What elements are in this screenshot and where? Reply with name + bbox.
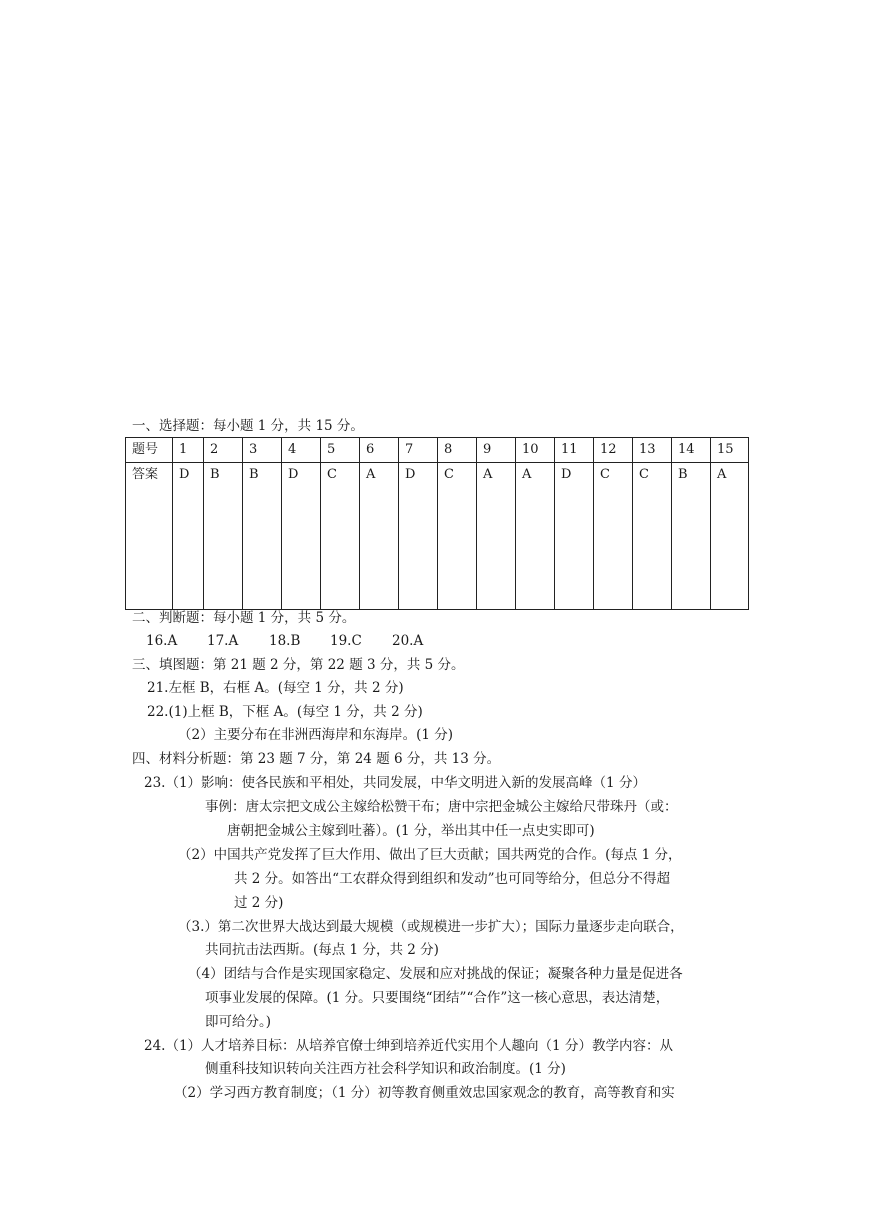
q24-part1-line1: 24.（1）人才培养目标：从培养官僚士绅到培养近代实用个人趣向（1 分）教学内容：从 <box>144 1038 673 1054</box>
q23-part1-line3: 唐朝把金城公主嫁到吐蕃）。(1 分，举出其中任一点史实即可) <box>227 823 595 839</box>
number-cell: 11 <box>555 438 594 463</box>
answer-cell: D <box>399 463 438 610</box>
answer-cell: A <box>516 463 555 610</box>
answer-table <box>125 437 749 610</box>
number-cell: 8 <box>438 438 477 463</box>
q21-answer: 21.左框 B，右框 A。(每空 1 分，共 2 分) <box>147 680 404 696</box>
q23-part2-line2: 共 2 分。如答出“工农群众得到组织和发动”也可同等给分，但总分不得超 <box>234 871 670 887</box>
judge-item: 16.A <box>146 633 178 649</box>
q23-part3-line2: 共同抗击法西斯。(每点 1 分，共 2 分) <box>205 942 439 958</box>
q23-part4-line2: 项事业发展的保障。(1 分。只要围绕“团结”“合作”这一核心意思，表达清楚， <box>205 990 670 1006</box>
answer-cell: B <box>672 463 711 610</box>
section1-title: 一、选择题：每小题 1 分，共 15 分。 <box>132 418 364 434</box>
header-label-cell: 题号 <box>126 438 173 463</box>
section3-title: 三、填图题：第 21 题 2 分，第 22 题 3 分，共 5 分。 <box>132 657 465 673</box>
q23-part1-line1: 23.（1）影响：使各民族和平相处，共同发展，中华文明进入新的发展高峰（1 分） <box>144 775 646 791</box>
table-row-answers <box>126 463 749 610</box>
section4-title: 四、材料分析题：第 23 题 7 分，第 24 题 6 分，共 13 分。 <box>132 751 501 767</box>
number-cell: 6 <box>360 438 399 463</box>
q23-part1-line2: 事例：唐太宗把文成公主嫁给松赞干布；唐中宗把金城公主嫁给尺带珠丹（或： <box>205 799 678 815</box>
table-row-numbers <box>126 438 749 463</box>
answer-cell: A <box>477 463 516 610</box>
answer-cell: A <box>360 463 399 610</box>
answer-cell: C <box>321 463 360 610</box>
number-cell: 10 <box>516 438 555 463</box>
q23-part4-line3: 即可给分。) <box>205 1014 272 1030</box>
number-cell: 1 <box>173 438 204 463</box>
answer-label-cell: 答案 <box>126 463 173 610</box>
section2-title: 二、判断题：每小题 1 分，共 5 分。 <box>132 610 356 626</box>
number-cell: 9 <box>477 438 516 463</box>
q23-part4-line1: （4）团结与合作是实现国家稳定、发展和应对挑战的保证；凝聚各种力量是促进各 <box>188 966 683 982</box>
judge-item: 20.A <box>392 633 424 649</box>
judge-item: 19.C <box>330 633 362 649</box>
answer-cell: C <box>594 463 633 610</box>
q24-part2-line1: （2）学习西方教育制度；（1 分）初等教育侧重效忠国家观念的教育，高等教育和实 <box>174 1085 675 1101</box>
q22-part2-answer: （2）主要分布在非洲西海岸和东海岸。(1 分) <box>178 727 454 743</box>
number-cell: 3 <box>243 438 282 463</box>
answer-cell: D <box>173 463 204 610</box>
answer-cell: D <box>282 463 321 610</box>
answer-cell: A <box>711 463 749 610</box>
number-cell: 14 <box>672 438 711 463</box>
q23-part2-line1: （2）中国共产党发挥了巨大作用、做出了巨大贡献；国共两党的合作。(每点 1 分， <box>178 847 682 863</box>
number-cell: 2 <box>204 438 243 463</box>
q23-part3-line1: （3.）第二次世界大战达到最大规模（或规模进一步扩大）；国际力量逐步走向联合， <box>178 919 684 935</box>
judge-item: 17.A <box>207 633 239 649</box>
judge-item: 18.B <box>269 633 301 649</box>
answer-cell: D <box>555 463 594 610</box>
number-cell: 13 <box>633 438 672 463</box>
answer-cell: B <box>204 463 243 610</box>
number-cell: 7 <box>399 438 438 463</box>
number-cell: 5 <box>321 438 360 463</box>
answer-cell: C <box>633 463 672 610</box>
number-cell: 12 <box>594 438 633 463</box>
answer-cell: B <box>243 463 282 610</box>
q23-part2-line3: 过 2 分) <box>234 895 284 911</box>
number-cell: 4 <box>282 438 321 463</box>
number-cell: 15 <box>711 438 749 463</box>
answer-cell: C <box>438 463 477 610</box>
q22-part1-answer: 22.(1)上框 B，下框 A。(每空 1 分，共 2 分) <box>147 704 423 720</box>
q24-part1-line2: 侧重科技知识转向关注西方社会科学知识和政治制度。(1 分) <box>205 1061 566 1077</box>
